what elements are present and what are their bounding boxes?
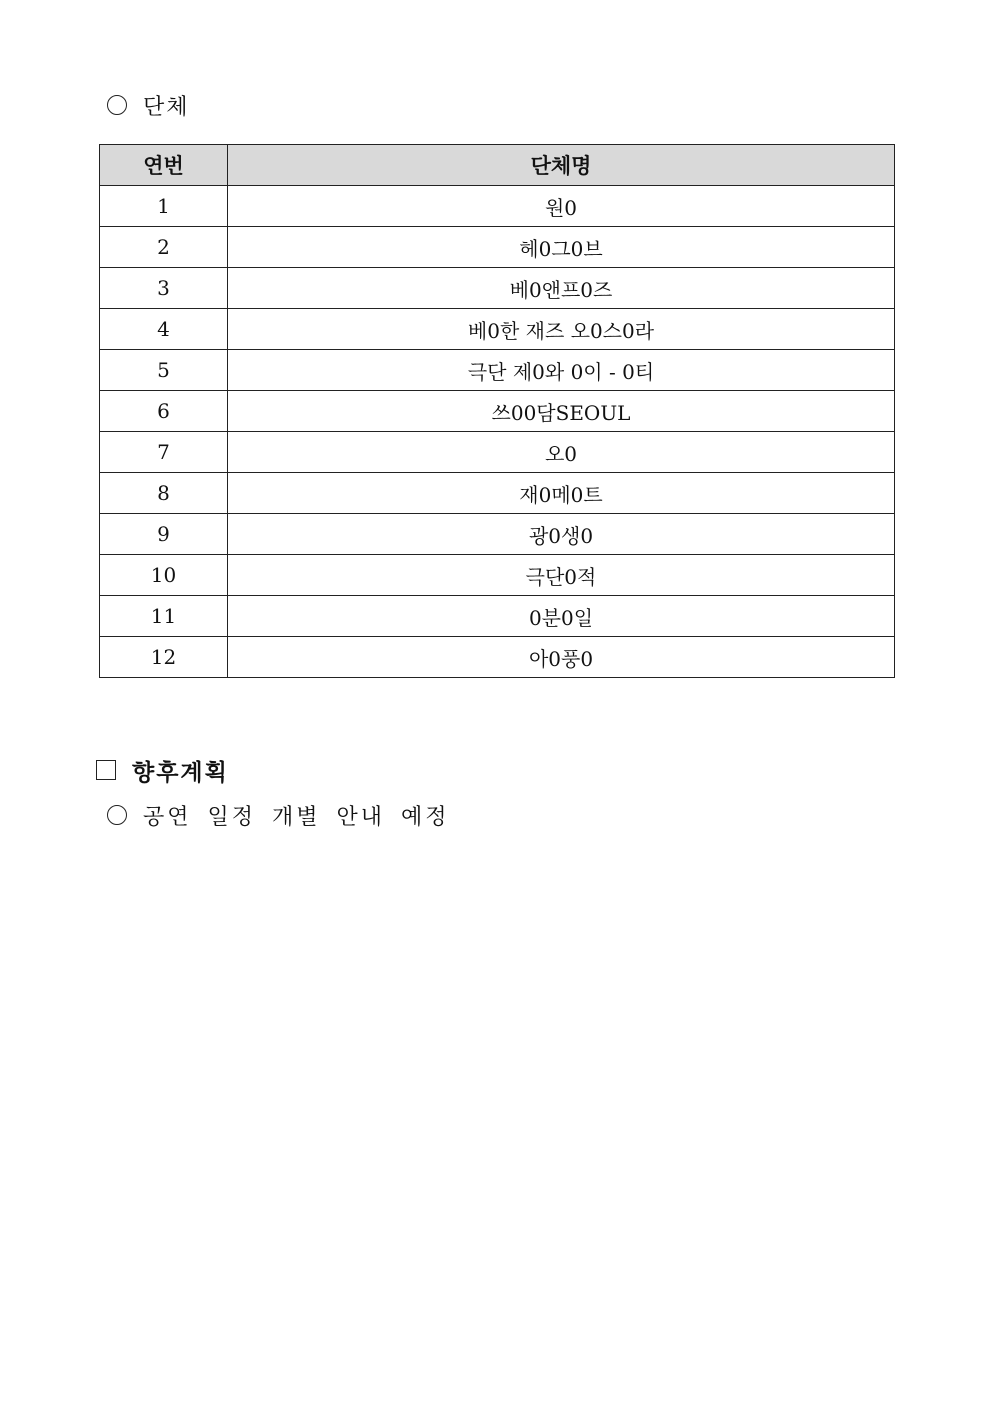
table-row [100,637,895,678]
serial-number-cell: 9 [100,514,228,555]
table-row [100,514,895,555]
table-row [100,596,895,637]
table-row [100,186,895,227]
organization-name-cell: 원0 [228,186,895,227]
organizations-heading-text: 단체 [143,94,190,120]
serial-number-cell: 5 [100,350,228,391]
serial-number-cell: 10 [100,555,228,596]
serial-number-cell: 1 [100,186,228,227]
circle-bullet-icon [107,805,127,825]
serial-number-cell: 4 [100,309,228,350]
table-row [100,309,895,350]
organizations-heading [107,88,190,122]
organization-name-cell: 헤0그0브 [228,227,895,268]
serial-number-cell: 6 [100,391,228,432]
organization-name-cell: 베0앤프0즈 [228,268,895,309]
organization-name-cell: 재0메0트 [228,473,895,514]
serial-number-cell: 12 [100,637,228,678]
future-plan-item-text: 공연 일정 개별 안내 예정 [143,804,450,830]
future-plan-heading-text: 향후계획 [132,758,229,786]
organization-name-cell: 극단 제0와 0이 - 0티 [228,350,895,391]
serial-number-cell: 11 [100,596,228,637]
square-bullet-icon [96,760,116,780]
table-row [100,227,895,268]
future-plan-item [107,798,450,832]
table-header-row [100,145,895,186]
serial-number-cell: 8 [100,473,228,514]
organization-name-cell: 베0한 재즈 오0스0라 [228,309,895,350]
header-organization-name: 단체명 [228,145,895,186]
header-serial-number: 연번 [100,145,228,186]
table-row [100,432,895,473]
table-row [100,268,895,309]
serial-number-cell: 2 [100,227,228,268]
table-row [100,391,895,432]
organization-name-cell: 광0생0 [228,514,895,555]
organizations-table [99,144,895,678]
organization-name-cell: 오0 [228,432,895,473]
organization-name-cell: 0분0일 [228,596,895,637]
circle-bullet-icon [107,95,127,115]
table-row [100,350,895,391]
organization-name-cell: 쓰00담SEOUL [228,391,895,432]
organization-name-cell: 아0풍0 [228,637,895,678]
serial-number-cell: 3 [100,268,228,309]
organization-name-cell: 극단0적 [228,555,895,596]
future-plan-heading [96,753,229,787]
serial-number-cell: 7 [100,432,228,473]
table-row [100,473,895,514]
table-row [100,555,895,596]
